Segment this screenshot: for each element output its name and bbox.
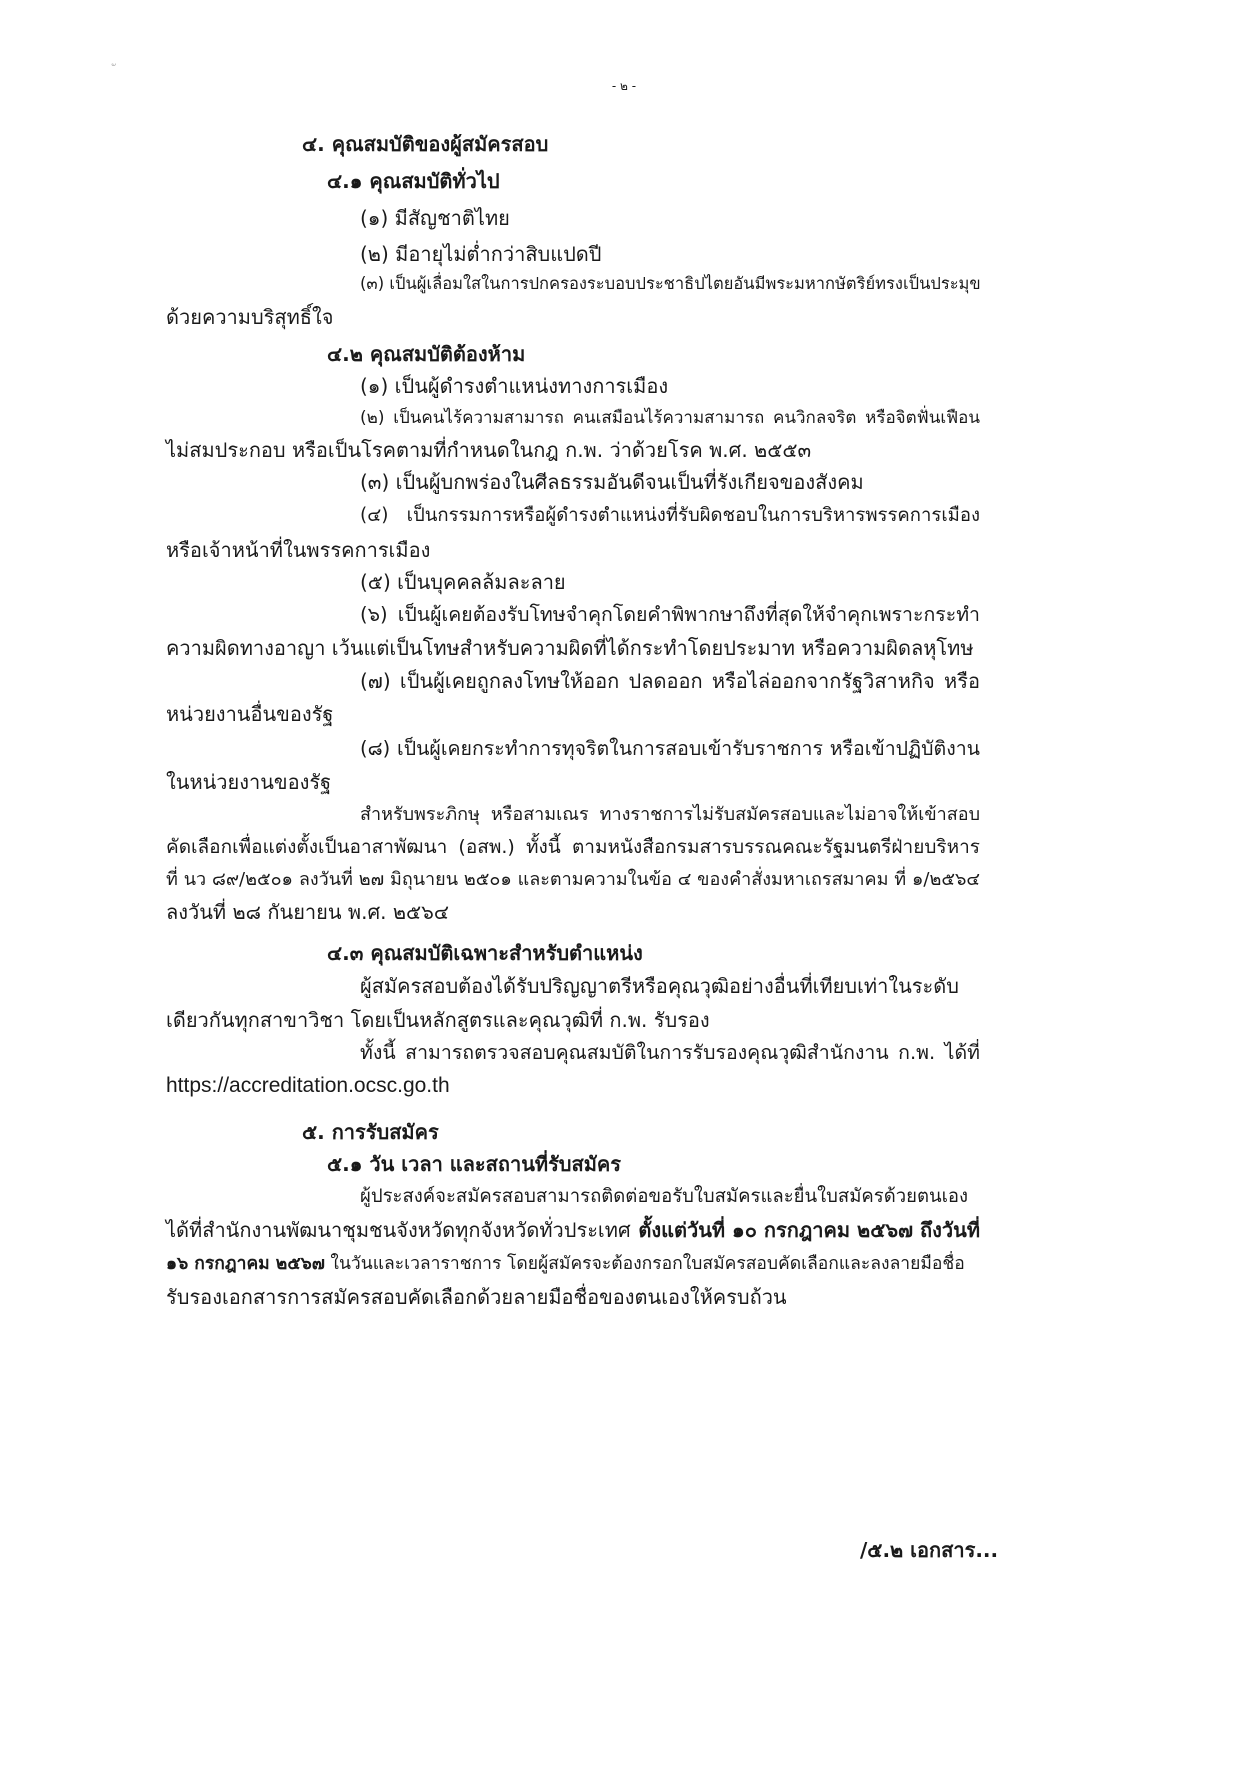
section-4-3-heading: ๔.๓ คุณสมบัติเฉพาะสำหรับตำแหน่ง — [327, 941, 643, 965]
s51-line-3-bold-date: ๑๖ กรกฎาคม ๒๕๖๗ — [166, 1254, 325, 1274]
section-4-2-heading: ๔.๒ คุณสมบัติต้องห้าม — [327, 342, 526, 366]
s42-item-1: (๑) เป็นผู้ดำรงตำแหน่งทางการเมือง — [360, 374, 669, 398]
s42-item-8: (๘) เป็นผู้เคยกระทำการทุจริตในการสอบเข้ารับราชการ หรือเข้าปฏิบัติงาน — [360, 737, 980, 760]
s42-item-2: (๒) เป็นคนไร้ความสามารถ คนเสมือนไร้ความสามารถ คนวิกลจริต หรือจิตฟั่นเฟือน — [360, 408, 980, 428]
s41-item-2: (๒) มีอายุไม่ต่ำกว่าสิบแปดปี — [360, 242, 602, 266]
section-5-1-heading: ๕.๑ วัน เวลา และสถานที่รับสมัคร — [327, 1152, 622, 1176]
s41-item-3: (๓) เป็นผู้เลื่อมใสในการปกครองระบอบประชาธิปไตยอันมีพระมหากษัตริย์ทรงเป็นประมุข — [360, 274, 981, 293]
s42-item-7-cont: หน่วยงานอื่นของรัฐ — [166, 702, 334, 726]
monk-paragraph-line-4: ลงวันที่ ๒๘ กันยายน พ.ศ. ๒๕๖๔ — [166, 900, 450, 924]
s51-line-3-normal: ในวันและเวลาราชการ โดยผู้สมัครจะต้องกรอกใบสมัครสอบคัดเลือกและลงลายมือชื่อ — [324, 1254, 965, 1274]
s42-item-3: (๓) เป็นผู้บกพร่องในศีลธรรมอันดีจนเป็นที่รังเกียจของสังคม — [360, 470, 864, 494]
s51-paragraph-line-1: ผู้ประสงค์จะสมัครสอบสามารถติดต่อขอรับใบสมัครและยื่นใบสมัครด้วยตนเอง — [360, 1186, 969, 1207]
accreditation-url: https://accreditation.ocsc.go.th — [166, 1074, 450, 1097]
s42-item-6-cont: ความผิดทางอาญา เว้นแต่เป็นโทษสำหรับความผิดที่ได้กระทำโดยประมาท หรือความผิดลหุโทษ — [166, 636, 974, 660]
next-page-continuation: /๕.๒ เอกสาร... — [860, 1538, 999, 1562]
s51-paragraph-line-3 — [166, 1250, 980, 1278]
s42-item-4: (๔) เป็นกรรมการหรือผู้ดำรงตำแหน่งที่รับผิดชอบในการบริหารพรรคการเมือง — [360, 505, 980, 526]
s42-item-5: (๕) เป็นบุคคลล้มละลาย — [360, 570, 566, 594]
s41-item-3-cont: ด้วยความบริสุทธิ์ใจ — [166, 305, 334, 329]
s43-paragraph-2-line-1: ทั้งนี้ สามารถตรวจสอบคุณสมบัติในการรับรองคุณวุฒิสำนักงาน ก.พ. ได้ที่ — [360, 1041, 980, 1064]
monk-paragraph-line-2: คัดเลือกเพื่อแต่งตั้งเป็นอาสาพัฒนา (อสพ.) ทั้งนี้ ตามหนังสือกรมสารบรรณคณะรัฐมนตรีฝ่ายบริหาร — [166, 836, 980, 858]
s41-item-1: (๑) มีสัญชาติไทย — [360, 206, 510, 230]
s51-line-2-bold-dates: ตั้งแต่วันที่ ๑๐ กรกฎาคม ๒๕๖๗ ถึงวันที่ — [638, 1218, 980, 1242]
s42-item-2-cont: ไม่สมประกอบ หรือเป็นโรคตามที่กำหนดในกฎ ก.พ. ว่าด้วยโรค พ.ศ. ๒๕๕๓ — [166, 438, 812, 462]
s51-paragraph-line-2 — [166, 1216, 980, 1244]
page-number: - ๒ - — [611, 79, 637, 93]
s42-item-6: (๖) เป็นผู้เคยต้องรับโทษจำคุกโดยคำพิพากษาถึงที่สุดให้จำคุกเพราะกระทำ — [360, 603, 980, 626]
s51-paragraph-line-4: รับรองเอกสารการสมัครสอบคัดเลือกด้วยลายมือชื่อของตนเองให้ครบถ้วน — [166, 1285, 787, 1309]
s42-item-7: (๗) เป็นผู้เคยถูกลงโทษให้ออก ปลดออก หรือไล่ออกจากรัฐวิสาหกิจ หรือ — [360, 669, 980, 693]
section-4-heading: ๔. คุณสมบัติของผู้สมัครสอบ — [302, 132, 549, 156]
section-4-1-heading: ๔.๑ คุณสมบัติทั่วไป — [327, 169, 500, 193]
monk-paragraph-line-1: สำหรับพระภิกษุ หรือสามเณร ทางราชการไม่รับสมัครสอบและไม่อาจให้เข้าสอบ — [360, 804, 980, 825]
section-5-heading: ๕. การรับสมัคร — [302, 1120, 439, 1144]
s51-line-2-normal: ได้ที่สำนักงานพัฒนาชุมชนจังหวัดทุกจังหวัดทั่วประเทศ — [166, 1218, 631, 1242]
s43-paragraph-1-line-2: เดียวกันทุกสาขาวิชา โดยเป็นหลักสูตรและคุณวุฒิที่ ก.พ. รับรอง — [166, 1008, 710, 1032]
s42-item-8-cont: ในหน่วยงานของรัฐ — [166, 770, 332, 794]
s43-paragraph-1-line-1: ผู้สมัครสอบต้องได้รับปริญญาตรีหรือคุณวุฒิอย่างอื่นที่เทียบเท่าในระดับ — [360, 974, 959, 998]
monk-paragraph-line-3: ที่ นว ๘๙/๒๕๐๑ ลงวันที่ ๒๗ มิถุนายน ๒๕๐๑ และตามความในข้อ ๔ ของคำสั่งมหาเถรสมาคม ที่ ๑/๒๕๖๔ — [166, 869, 980, 890]
s42-item-4-cont: หรือเจ้าหน้าที่ในพรรคการเมือง — [166, 538, 431, 562]
